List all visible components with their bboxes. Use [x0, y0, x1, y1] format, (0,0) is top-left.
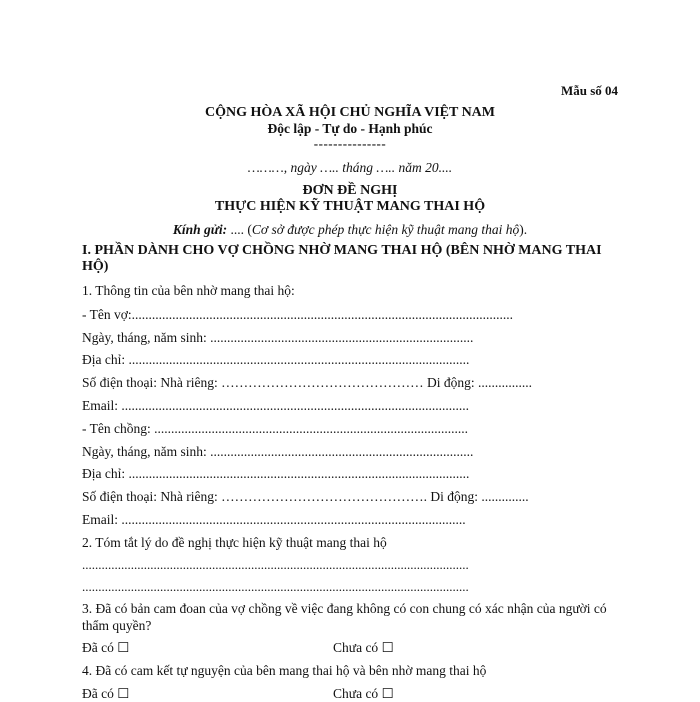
section-heading: I. PHẦN DÀNH CHO VỢ CHỒNG NHỜ MANG THAI HỘ (BÊN NHỜ MANG THAI HỘ) [82, 243, 602, 274]
form-number: Mẫu số 04 [560, 83, 618, 98]
checkbox-icon[interactable]: ☐ [117, 686, 130, 701]
national-motto: Độc lập - Tự do - Hạnh phúc [267, 121, 433, 136]
checkbox-icon[interactable]: ☐ [117, 640, 130, 655]
addressee-end: ). [519, 222, 528, 237]
national-title: CỘNG HÒA XÃ HỘI CHỦ NGHĨA VIỆT NAM [204, 105, 495, 120]
husband-name-field: - Tên chồng: ............................................................................................. [82, 421, 468, 436]
addressee-placeholder: Cơ sở được phép thực hiện kỹ thuật mang thai hộ [251, 222, 520, 237]
question-1: 1. Thông tin của bên nhờ mang thai hộ: [82, 283, 295, 298]
q4-no-label: Chưa có [333, 686, 379, 701]
document-subtitle: THỰC HIỆN KỸ THUẬT MANG THAI HỘ [214, 199, 486, 214]
checkbox-icon[interactable]: ☐ [381, 686, 394, 701]
husband-email-field: Email: ...................................................................................................... [82, 512, 466, 527]
date-line: ………, ngày ….. tháng ….. năm 20.... [247, 160, 453, 175]
wife-dob-field: Ngày, tháng, năm sinh: .............................................................................. [82, 330, 474, 345]
question-4: 4. Đã có cam kết tự nguyện của bên mang thai hộ và bên nhờ mang thai hộ [82, 663, 487, 678]
q3-yes-label: Đã có [82, 640, 114, 655]
wife-name-field: - Tên vợ:................................................................................................................. [82, 307, 514, 322]
document-title: ĐƠN ĐỀ NGHỊ [302, 183, 398, 198]
question-2: 2. Tóm tắt lý do đề nghị thực hiện kỹ thuật mang thai hộ [82, 535, 387, 550]
checkbox-icon[interactable]: ☐ [381, 640, 394, 655]
q4-yes-label: Đã có [82, 686, 114, 701]
reason-line: ....................................................................................................................... [82, 579, 469, 594]
husband-address-field: Địa chỉ: ..................................................................................................... [82, 466, 470, 481]
addressee-line [0, 222, 700, 238]
addressee-label: Kính gửi: [172, 222, 228, 237]
wife-phone-field: Số điện thoại: Nhà riêng: ……………………………………… Di động: ................ [82, 375, 532, 390]
question-3: 3. Đã có bản cam đoan của vợ chồng về việc đang không có con chung có xác nhận của người có thẩm quyền? [82, 601, 607, 633]
q3-no-option[interactable] [333, 640, 394, 656]
header-divider: --------------- [313, 136, 387, 151]
wife-address-field: Địa chỉ: ..................................................................................................... [82, 352, 470, 367]
addressee-value: .... ( [227, 222, 252, 237]
husband-dob-field: Ngày, tháng, năm sinh: .............................................................................. [82, 444, 474, 459]
husband-phone-field: Số điện thoại: Nhà riêng: ………………………………………. Di động: .............. [82, 489, 529, 504]
q3-yes-option[interactable] [82, 640, 129, 656]
wife-email-field: Email: ....................................................................................................... [82, 398, 469, 413]
reason-line: ....................................................................................................................... [82, 557, 469, 572]
q3-no-label: Chưa có [333, 640, 379, 655]
